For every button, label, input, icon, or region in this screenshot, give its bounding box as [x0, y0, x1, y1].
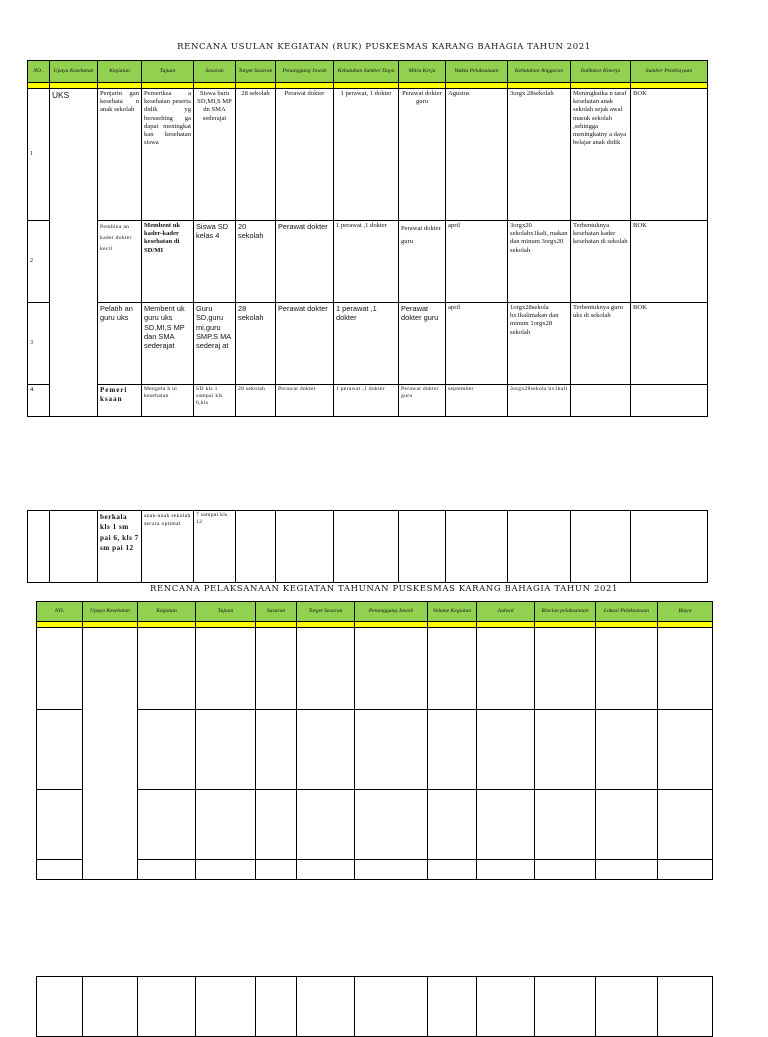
indikator-cell: Terbentuknya kesehatan kader kesehatan di sekolah [571, 221, 631, 303]
mitra-cell: Perawat dokter guru [399, 221, 446, 303]
tujuan-cell: Pemeriksa a kesehatan peserta didik yg berusehing ga dapat meningkat kan kesehatan siswa [142, 89, 194, 221]
col-header: NO. [37, 602, 83, 622]
col-header: Target Sasaran [236, 61, 276, 83]
col-header: Sumber Pembiayaan [631, 61, 708, 83]
table-row [37, 710, 713, 790]
col-header: Jadwal [477, 602, 535, 622]
sasaran-cell: Siswa SD kelas 4 [194, 221, 236, 303]
sumber-daya-cell: 1 perawat, 1 dokter [334, 89, 399, 221]
pembiayaan-cell: BOK [631, 303, 708, 385]
header-row [28, 61, 708, 83]
mitra-cell: Perawat dokter guru [399, 89, 446, 221]
col-header: Kebutuhan Anggaran [508, 61, 571, 83]
rpk-table [36, 601, 713, 880]
table-row [28, 303, 708, 385]
tujuan-cell: anak-anak sekolah secara optimal [142, 511, 194, 583]
table-row [37, 628, 713, 710]
header-row [37, 602, 713, 622]
table-row [28, 89, 708, 221]
row-number: 3 [28, 303, 50, 385]
col-header: Target Sasaran [297, 602, 355, 622]
mitra-cell: Perawat dokter guru [399, 385, 446, 417]
row-number: 4 [28, 385, 50, 417]
col-header: Biaya [658, 602, 713, 622]
ruk-table [27, 60, 708, 417]
pj-cell: Perawat dokter [276, 89, 334, 221]
col-header: Kebutuhan Sumber Daya [334, 61, 399, 83]
col-header: Penanggung Jawab [276, 61, 334, 83]
waktu-cell: september [446, 385, 508, 417]
col-header: Penanggung Jawab [355, 602, 428, 622]
indikator-cell: Meningkatka n taraf kesehatan anak sekolah sejak awal masuk sekolah ,sehingga meningkatny a daya belajar anak didik [571, 89, 631, 221]
col-header: Upaya Kesehatan [50, 61, 98, 83]
mitra-cell: Perawat dokter guru [399, 303, 446, 385]
kegiatan-cell: berkala kls 1 sm pai 6, kls 7 sm pai 12 [98, 511, 142, 583]
indikator-cell: Terbentuknya guru uks di sekolah [571, 303, 631, 385]
tujuan-cell: Membent uk kader-kader kesehatan di SD/MI [142, 221, 194, 303]
tujuan-cell: Mengeta h ui kesehatan [142, 385, 194, 417]
row-number: 2 [28, 221, 50, 303]
col-header: Lokasi Pelaksanaan [596, 602, 658, 622]
target-cell: 28 sekolah [236, 89, 276, 221]
kegiatan-cell: Pemeri ksaan [98, 385, 142, 417]
ruk-title: RENCANA USULAN KEGIATAN (RUK) PUSKESMAS KARANG BAHAGIA TAHUN 2021 [177, 42, 591, 52]
col-header: Sasaran [256, 602, 297, 622]
col-header: Volume Kegiatan [428, 602, 477, 622]
rpk-title: RENCANA PELAKSANAAN KEGIATAN TAHUNAN PUSKESMAS KARANG BAHAGIA TAHUN 2021 [149, 584, 619, 594]
pembiayaan-cell: BOK [631, 221, 708, 303]
col-header: Indikator Kinerja [571, 61, 631, 83]
waktu-cell: april [446, 303, 508, 385]
pj-cell: Perawat dokter [276, 221, 334, 303]
waktu-cell: Agustus [446, 89, 508, 221]
col-header: Kegiatan [98, 61, 142, 83]
target-cell: 28 sekolah [236, 385, 276, 417]
col-header: Upaya Kesehatan [83, 602, 138, 622]
sumber-daya-cell: 1 perawat ,1 dokter [334, 303, 399, 385]
anggaran-cell: 1orgx28sekola hx1kalimakan dan minum 1orgx28 sekolah [508, 303, 571, 385]
pembiayaan-cell [631, 385, 708, 417]
upaya-kesehatan-cell: UKS [50, 89, 98, 417]
target-cell: 20 sekolah [236, 221, 276, 303]
anggaran-cell: 3orgx 28sekolah [508, 89, 571, 221]
next-page-table [36, 976, 713, 1037]
kegiatan-cell: Pembina an kader dokter kecil [98, 221, 142, 303]
col-header: Mitra Kerja [399, 61, 446, 83]
table-row [37, 790, 713, 860]
row-number: 1 [28, 89, 50, 221]
col-header: Sasaran [194, 61, 236, 83]
pj-cell: Perawat dokter [276, 385, 334, 417]
sumber-daya-cell: 1 perawat ,1 dokter [334, 221, 399, 303]
indikator-cell [571, 385, 631, 417]
sasaran-cell: Siswa baru SD,MI,S MP dn SMA sederajat [194, 89, 236, 221]
table-row [37, 860, 713, 880]
kegiatan-cell: Pelatih an guru uks [98, 303, 142, 385]
table-row [28, 385, 708, 417]
col-header: NO . [28, 61, 50, 83]
col-header: Waktu Pelaksanaan [446, 61, 508, 83]
table-row [28, 221, 708, 303]
col-header: Tujuan [142, 61, 194, 83]
tujuan-cell: Membent uk guru uks SD,MI,S MP dan SMA sederajat [142, 303, 194, 385]
col-header: Kegiatan [138, 602, 196, 622]
pembiayaan-cell: BOK [631, 89, 708, 221]
continuation-table [27, 510, 708, 583]
sasaran-cell: SD kls 1 sampai kls 6,kls [194, 385, 236, 417]
sumber-daya-cell: 1 perawat ,1 dokter [334, 385, 399, 417]
col-header: Tujuan [196, 602, 256, 622]
sasaran-cell: Guru SD,guru mi,guru SMP,S MA sederaj at [194, 303, 236, 385]
table-row [28, 511, 708, 583]
table-row [37, 977, 713, 1037]
target-cell: 28 sekolah [236, 303, 276, 385]
waktu-cell: april [446, 221, 508, 303]
anggaran-cell: 3orgx28sekola hx1kali [508, 385, 571, 417]
col-header: Rincian pelaksanaan [535, 602, 596, 622]
sasaran-cell: 7 sampai kls 12 [194, 511, 236, 583]
kegiatan-cell: Penjarin gan kesehata n anak sekolah [98, 89, 142, 221]
anggaran-cell: 3orgx20 sekolahx1kali, makan dan minum 3orgx20 sekolah [508, 221, 571, 303]
pj-cell: Perawat dokter [276, 303, 334, 385]
